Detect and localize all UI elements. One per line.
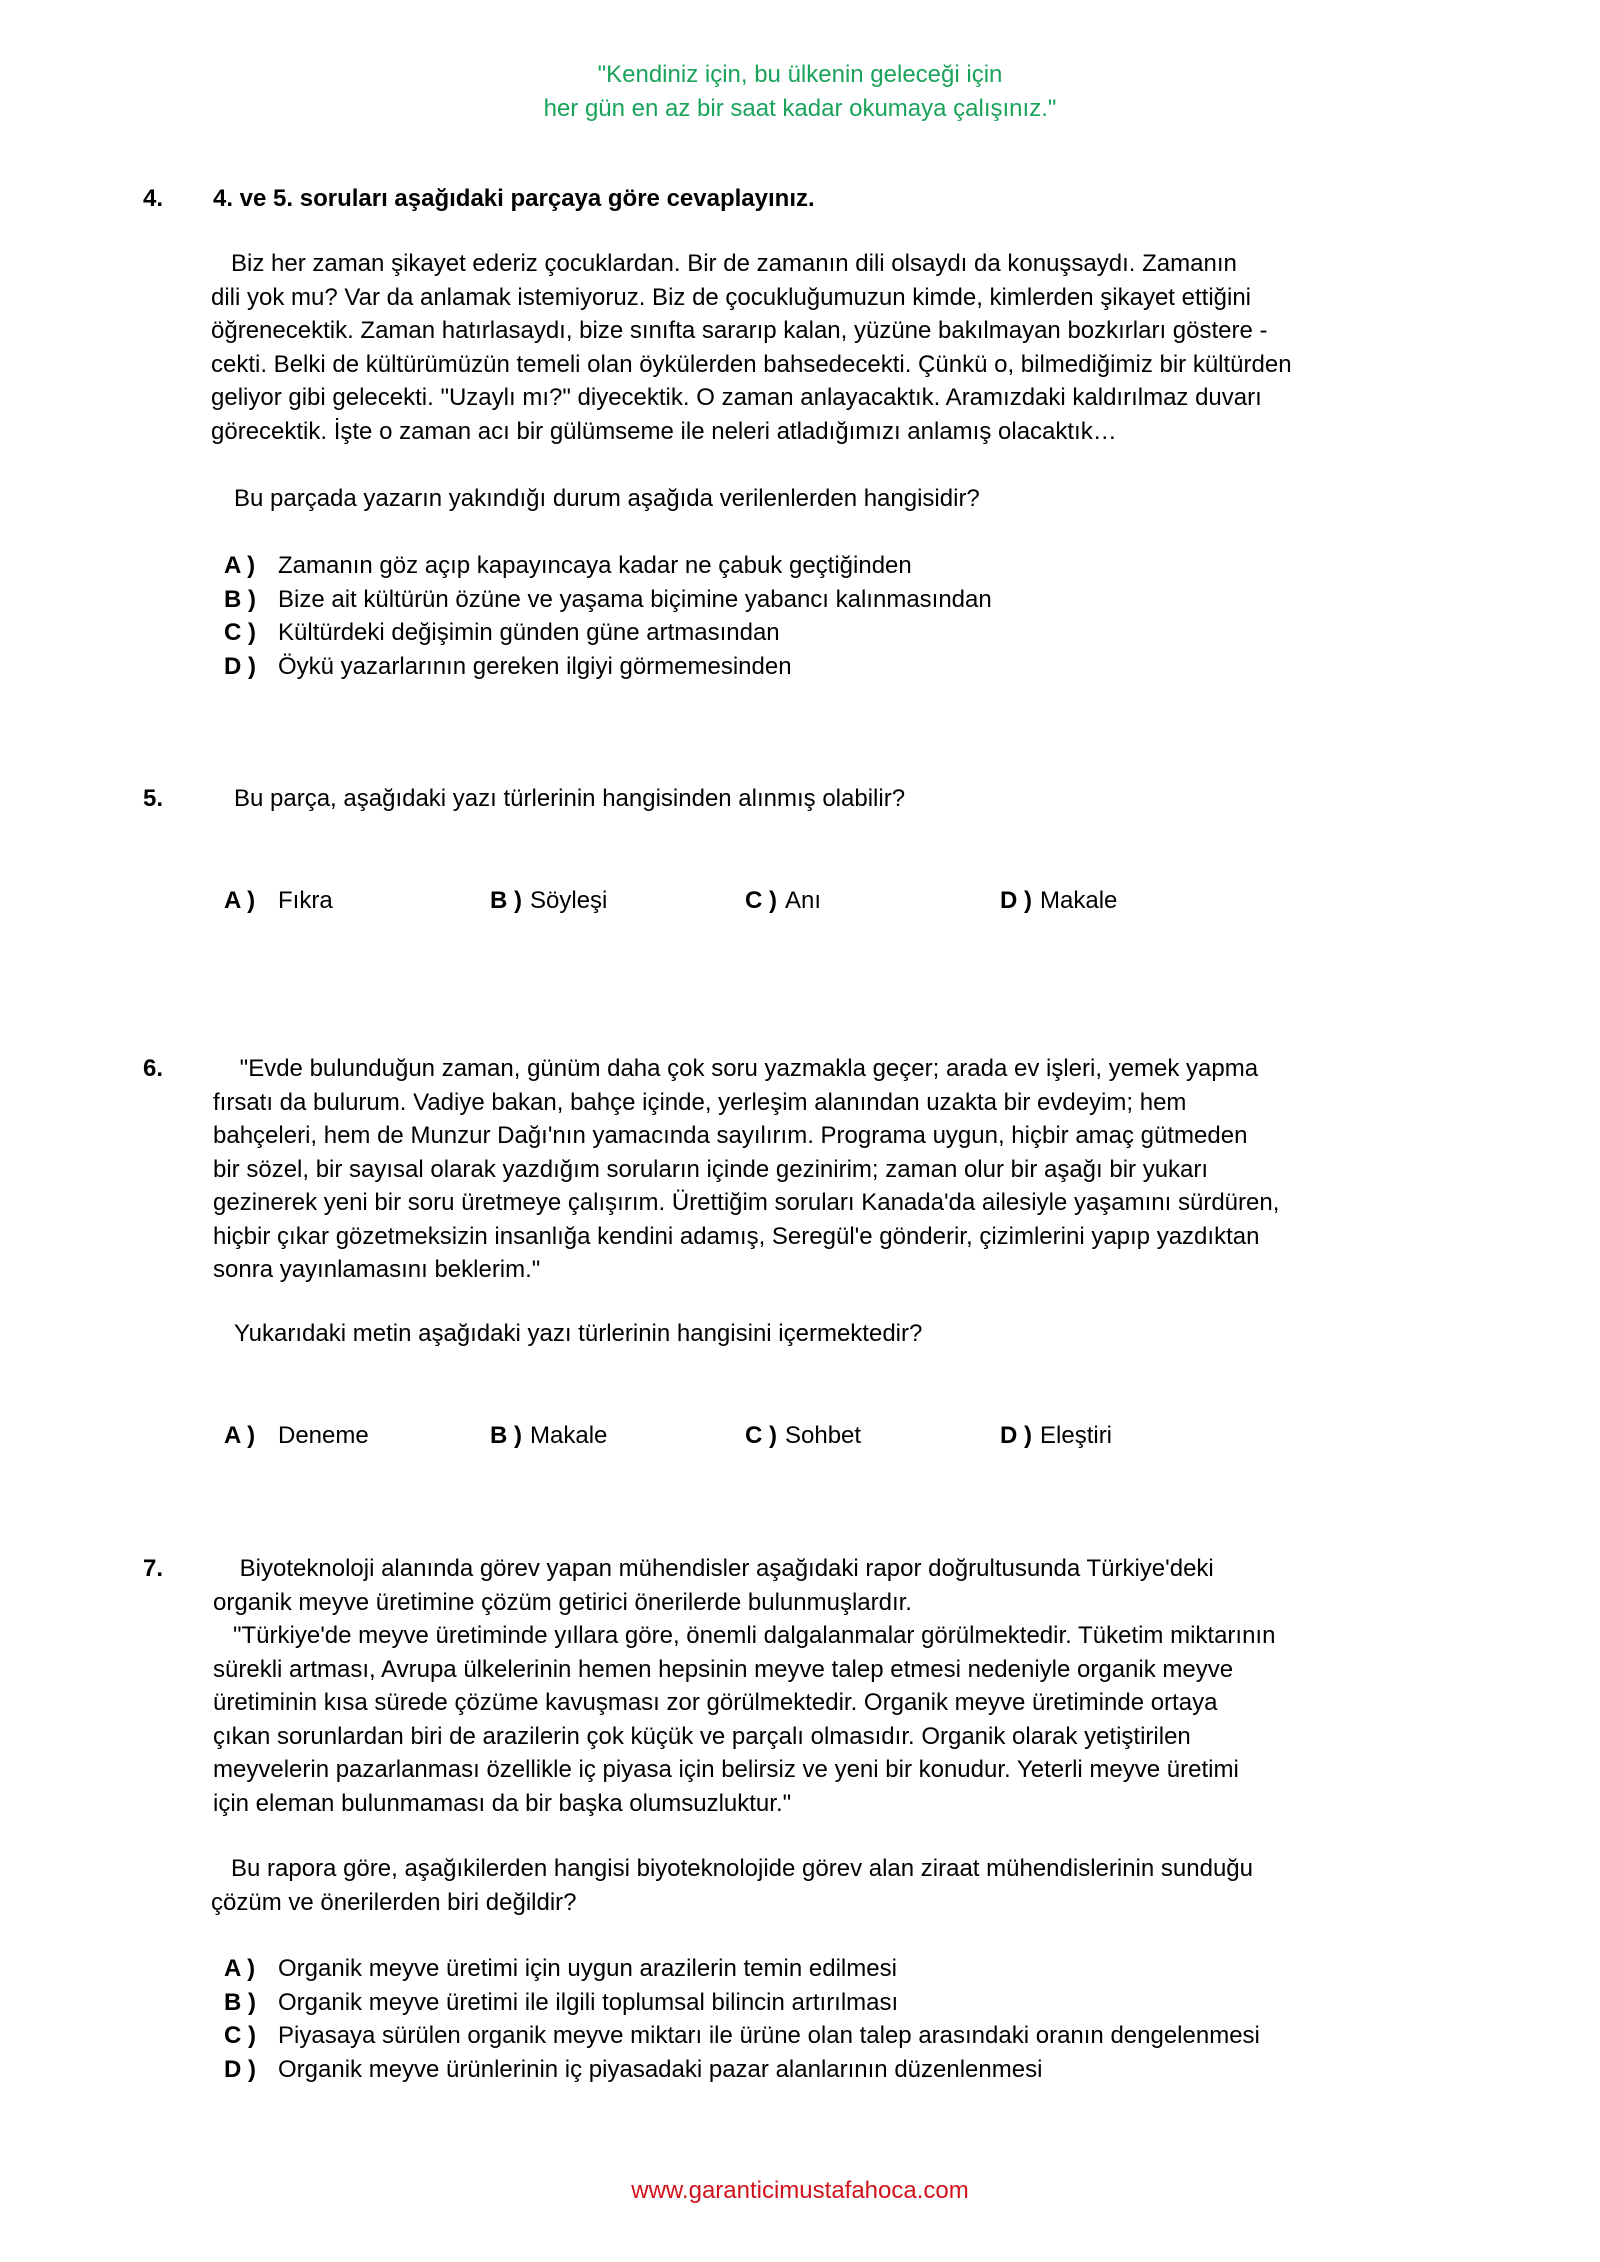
answer-options [224, 1952, 1260, 2086]
passage-line: çıkan sorunlardan biri de arazilerin çok küçük ve parçalı olmasıdır. Organik olarak yetiştirilen [213, 1722, 1191, 1750]
answer-option-b[interactable] [490, 884, 607, 918]
answer-option-a[interactable] [224, 1419, 369, 1453]
option-letter: B ) [490, 887, 522, 914]
question-number: 5. [143, 785, 164, 812]
option-letter: C ) [745, 1422, 777, 1449]
option-text: Piyasaya sürülen organik meyve miktarı ile ürüne olan talep arasındaki oranın dengelenmesi [278, 2022, 1260, 2049]
passage-line: geliyor gibi gelecekti. "Uzaylı mı?" diyecektik. O zaman anlayacaktık. Aramızdaki kaldırılmaz duvarı [211, 384, 1262, 411]
footer-website-link[interactable]: www.garanticimustafahoca.com [631, 2177, 969, 2204]
question-stem: Bu parça, aşağıdaki yazı türlerinin hangisinden alınmış olabilir? [234, 785, 906, 812]
passage-line: görecektik. İşte o zaman acı bir gülümseme ile neleri atladığımızı anlamış olacaktık… [211, 417, 1117, 445]
passage-line: üretiminin kısa sürede çözüme kavuşması zor görülmektedir. Organik meyve üretiminde ortaya [213, 1689, 1218, 1716]
answer-option-b[interactable] [490, 1419, 607, 1453]
option-letter: C ) [224, 619, 256, 646]
question-number: 6. [143, 1055, 164, 1082]
passage-line: bahçeleri, hem de Munzur Dağı'nın yamacında sayılırım. Programa uygun, hiçbir amaç gütmeden [213, 1122, 1248, 1149]
option-text: Organik meyve ürünlerinin iç piyasadaki pazar alanlarının düzenlenmesi [278, 2055, 1043, 2083]
answer-option-d[interactable] [224, 2053, 1260, 2087]
passage-line: için eleman bulunmaması da bir başka olumsuzluktur." [213, 1789, 792, 1817]
option-letter: A ) [224, 552, 256, 579]
option-letter: D ) [224, 652, 256, 680]
passage-line: sonra yayınlamasını beklerim." [213, 1256, 541, 1283]
option-text: Makale [1040, 887, 1118, 914]
option-text: Fıkra [278, 887, 333, 914]
answer-option-c[interactable] [224, 2019, 1260, 2053]
passage-line: hiçbir çıkar gözetmeksizin insanlığa kendini adamış, Seregül'e gönderir, çizimlerini yapıp yazdıktan [213, 1222, 1260, 1250]
option-letter: A ) [224, 887, 256, 914]
reading-passage [213, 1052, 1279, 1287]
question-stem [211, 1852, 1253, 1919]
option-letter: B ) [224, 1988, 256, 2016]
reading-passage [211, 247, 1292, 448]
answer-option-d[interactable] [1000, 1419, 1112, 1453]
passage-line: bir sözel, bir sayısal olarak yazdığım soruların içinde gezinirim; zaman olur bir aşağı bir yukarı [213, 1155, 1209, 1183]
header-quote [0, 58, 1600, 126]
question-instruction: 4. ve 5. soruları aşağıdaki parçaya göre cevaplayınız. [213, 185, 815, 212]
passage-line: Biyoteknoloji alanında görev yapan mühendisler aşağıdaki rapor doğrultusunda Türkiye'deki [213, 1555, 1214, 1582]
answer-option-a[interactable] [224, 884, 333, 918]
header-quote-line-1: "Kendiniz için, bu ülkenin geleceği için [597, 61, 1003, 88]
answer-option-c[interactable] [224, 616, 992, 650]
option-letter: C ) [224, 2022, 256, 2049]
option-text: Eleştiri [1040, 1422, 1113, 1449]
passage-line: gezinerek yeni bir soru üretmeye çalışırım. Ürettiğim soruları Kanada'da ailesiyle yaşamını sürdüren, [213, 1189, 1280, 1216]
option-text: Anı [785, 887, 822, 914]
passage-line: meyvelerin pazarlanması özellikle iç piyasa için belirsiz ve yeni bir konudur. Yeterli meyve üretimi [213, 1756, 1239, 1783]
option-text: Sohbet [785, 1422, 862, 1449]
answer-option-b[interactable] [224, 583, 992, 617]
passage-line: cekti. Belki de kültürümüzün temeli olan öykülerden bahsedecekti. Çünkü o, bilmediğimiz bir kültürden [211, 350, 1292, 378]
reading-passage [213, 1552, 1275, 1820]
option-text: Kültürdeki değişimin günden güne artmasından [278, 619, 780, 646]
answer-option-b[interactable] [224, 1986, 1260, 2020]
question-stem-line: çözüm ve önerilerden biri değildir? [211, 1888, 577, 1916]
question-stem: Bu parçada yazarın yakındığı durum aşağıda verilenlerden hangisidir? [234, 485, 980, 512]
option-letter: D ) [224, 2055, 256, 2083]
passage-line: Biz her zaman şikayet ederiz çocuklardan. Bir de zamanın dili olsaydı da konuşsaydı. Zamanın [211, 250, 1237, 277]
option-letter: C ) [745, 887, 777, 914]
option-text: Deneme [278, 1422, 369, 1449]
question-stem: Yukarıdaki metin aşağıdaki yazı türlerinin hangisini içermektedir? [234, 1320, 923, 1347]
answer-option-a[interactable] [224, 549, 992, 583]
option-letter: B ) [224, 585, 256, 613]
answer-option-d[interactable] [224, 650, 992, 684]
answer-option-c[interactable] [745, 884, 821, 918]
option-letter: D ) [1000, 1422, 1032, 1449]
option-text: Öykü yazarlarının gereken ilgiyi görmemesinden [278, 652, 792, 680]
passage-line: dili yok mu? Var da anlamak istemiyoruz. Biz de çocukluğumuzun kimde, kimlerden şikayet ettiğini [211, 283, 1252, 311]
passage-line: fırsatı da bulurum. Vadiye bakan, bahçe içinde, yerleşim alanından uzakta bir evdeyim; hem [213, 1088, 1187, 1116]
answer-option-c[interactable] [745, 1419, 861, 1453]
option-text: Makale [530, 1422, 608, 1449]
passage-line: organik meyve üretimine çözüm getirici önerilerde bulunmuşlardır. [213, 1588, 912, 1616]
question-number: 7. [143, 1555, 164, 1582]
passage-line: "Evde bulunduğun zaman, günüm daha çok soru yazmakla geçer; arada ev işleri, yemek yapma [213, 1055, 1259, 1082]
option-text: Organik meyve üretimi için uygun arazilerin temin edilmesi [278, 1955, 897, 1982]
passage-line: "Türkiye'de meyve üretiminde yıllara göre, önemli dalgalanmalar görülmektedir. Tüketim miktarının [213, 1622, 1276, 1649]
option-letter: A ) [224, 1422, 256, 1449]
answer-option-d[interactable] [1000, 884, 1117, 918]
question-stem-line: Bu rapora göre, aşağıkilerden hangisi biyoteknolojide görev alan ziraat mühendislerinin sunduğu [211, 1855, 1253, 1882]
answer-option-a[interactable] [224, 1952, 1260, 1986]
option-text: Organik meyve üretimi ile ilgili toplumsal bilincin artırılması [278, 1988, 899, 2016]
passage-line: öğrenecektik. Zaman hatırlasaydı, bize sınıfta sararıp kalan, yüzüne bakılmayan bozkırları göstere - [211, 317, 1268, 344]
option-letter: A ) [224, 1955, 256, 1982]
question-number: 4. [143, 185, 164, 212]
answer-options [224, 549, 992, 683]
option-letter: D ) [1000, 887, 1032, 914]
option-text: Zamanın göz açıp kapayıncaya kadar ne çabuk geçtiğinden [278, 552, 912, 579]
option-letter: B ) [490, 1422, 522, 1449]
option-text: Bize ait kültürün özüne ve yaşama biçimine yabancı kalınmasından [278, 585, 992, 613]
option-text: Söyleşi [530, 887, 608, 914]
passage-line: sürekli artması, Avrupa ülkelerinin hemen hepsinin meyve talep etmesi nedeniyle organik meyve [213, 1655, 1234, 1683]
header-quote-line-2: her gün en az bir saat kadar okumaya çalışınız." [543, 95, 1057, 122]
